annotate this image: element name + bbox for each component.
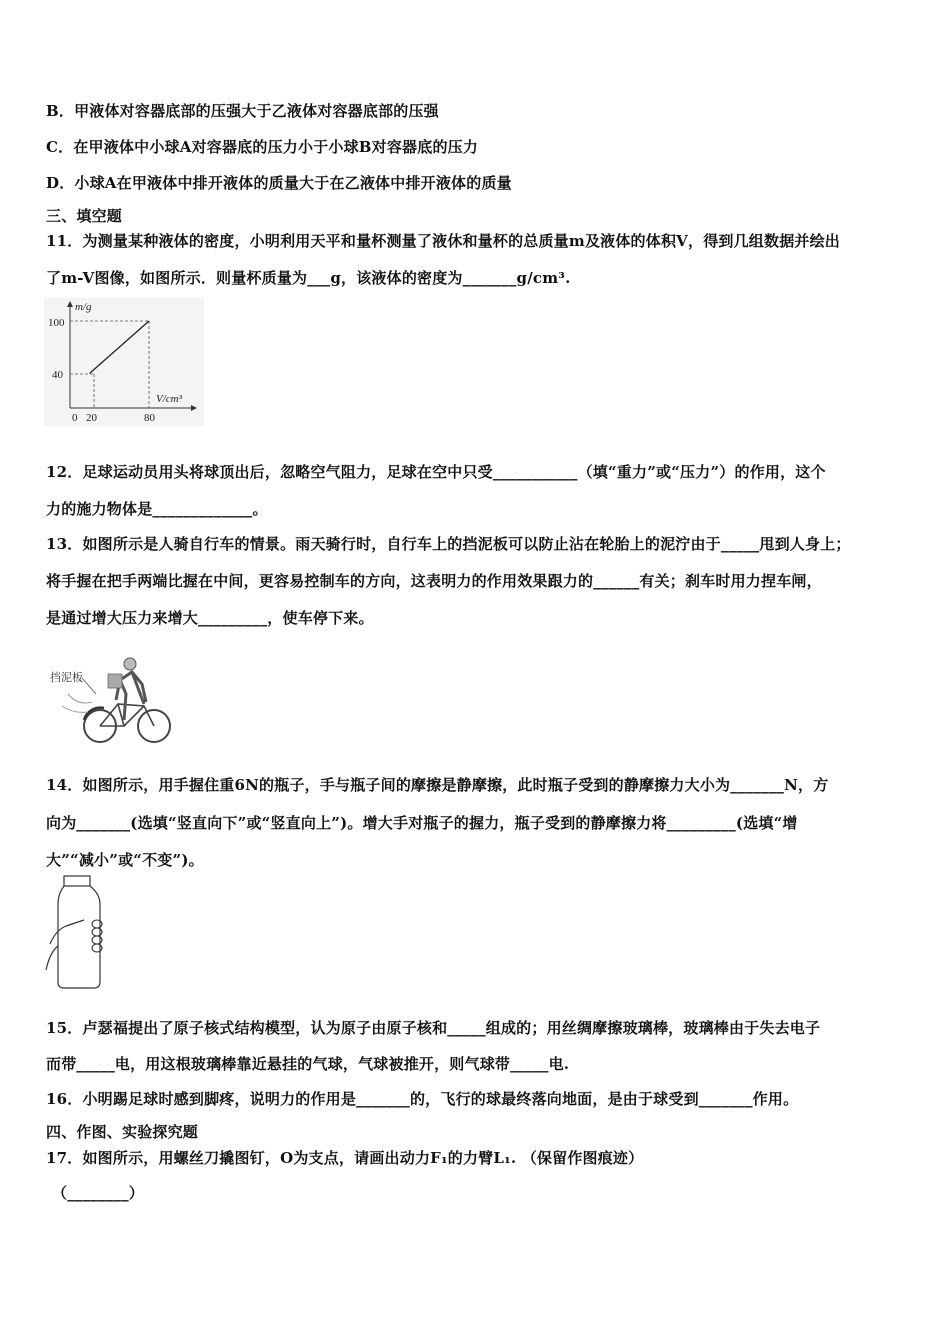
q14-line3: 大”“减小”或“不变”)。 (46, 851, 204, 869)
x-tick-80: 80 (144, 412, 155, 424)
section-heading-fill-in: 三、填空题 (46, 207, 123, 225)
bottle-figure (44, 874, 110, 992)
mv-chart (44, 298, 204, 426)
q13-line2: 将手握在把手两端比握在中间，更容易控制车的方向，这表明力的作用效果跟力的______有关；刹车时用力捏车闸， (46, 572, 822, 590)
q15-line1: 15．卢瑟福提出了原子核式结构模型，认为原子由原子核和_____组成的；用丝绸摩擦玻璃棒，玻璃棒由于失去电子 (46, 1019, 821, 1037)
bicycle-figure (48, 654, 176, 750)
q12-line1: 12．足球运动员用头将球顶出后，忽略空气阻力，足球在空中只受___________（填“重力”或“压力”）的作用，这个 (46, 463, 826, 481)
q17-answer-blank: （________） (52, 1184, 145, 1202)
section-heading-drawing: 四、作图、实验探究题 (46, 1123, 199, 1141)
y-axis-label: m/g (75, 301, 92, 313)
y-tick-100: 100 (48, 317, 65, 329)
q16-line: 16．小明踢足球时感到脚疼，说明力的作用是_______的，飞行的球最终落向地面，是由于球受到_______作用。 (46, 1090, 799, 1108)
x-axis-label: V/cm³ (156, 393, 182, 405)
q17-line1: 17．如图所示，用螺丝刀撬图钉，O为支点，请画出动力F₁的力臂L₁. （保留作图痕迹） (46, 1149, 644, 1167)
option-c: C．在甲液体中小球A对容器底的压力小于小球B对容器底的压力 (46, 138, 479, 156)
q13-line1: 13．如图所示是人骑自行车的情景。雨天骑行时，自行车上的挡泥板可以防止沾在轮胎上的泥泞由于_____甩到人身上； (46, 535, 851, 553)
hand (46, 920, 84, 970)
bottle-cap (64, 876, 90, 886)
q11-line1: 11．为测量某种液体的密度，小明利用天平和量杯测量了液休和量杯的总质量m及液体的体积V，得到几组数据并绘出 (46, 232, 840, 250)
q12-line2: 力的施力物体是_____________。 (46, 500, 268, 518)
q15-line2: 而带_____电，用这根玻璃棒靠近悬挂的气球，气球被推开，则气球带_____电. (46, 1055, 570, 1073)
y-tick-40: 40 (52, 369, 63, 381)
option-b: B．甲液体对容器底部的压强大于乙液体对容器底部的压强 (46, 102, 439, 120)
q11-line2: 了m-V图像，如图所示．则量杯质量为___g，该液体的密度为_______g/cm³. (46, 269, 571, 287)
q14-line2: 向为_______(选填“竖直向下”或“竖直向上”)。增大手对瓶子的握力，瓶子受到的静摩擦力将_________(选填“增 (46, 814, 798, 832)
q13-line3: 是通过增大压力来增大_________，使车停下来。 (46, 609, 374, 627)
q14-line1: 14．如图所示，用手握住重6N的瓶子，手与瓶子间的摩擦是静摩擦，此时瓶子受到的静摩擦力大小为_______N，方 (46, 776, 829, 794)
x-tick-20: 20 (86, 412, 97, 424)
mudguard-label: 挡泥板 (50, 671, 83, 684)
x-tick-0: 0 (72, 412, 78, 424)
option-d: D．小球A在甲液体中排开液体的质量大于在乙液体中排开液体的质量 (46, 174, 512, 192)
